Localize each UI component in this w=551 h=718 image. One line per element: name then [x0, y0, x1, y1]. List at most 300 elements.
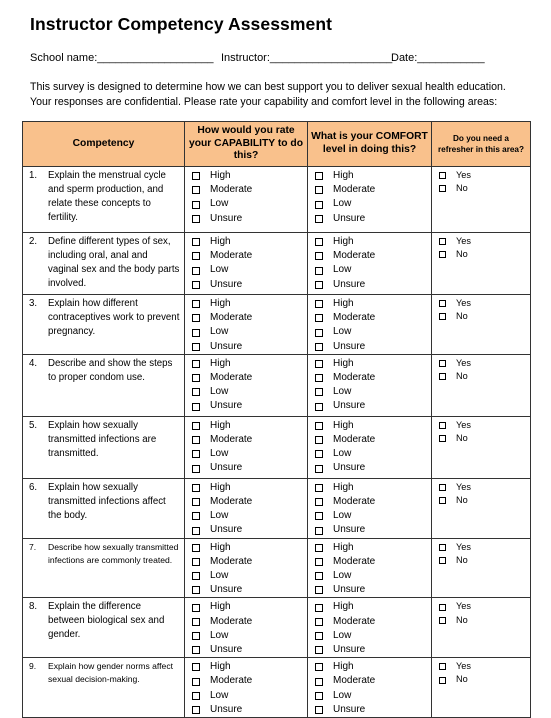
comfort-option-low[interactable]: [315, 263, 431, 277]
table-row: [23, 478, 531, 538]
checkbox-icon[interactable]: [192, 484, 200, 492]
competency-number: 2.: [29, 236, 38, 247]
option-label: No: [456, 495, 468, 506]
competency-text: Explain the menstrual cycle and sperm production, and relate these concepts to fertility.: [48, 170, 166, 223]
checkbox-icon[interactable]: [192, 618, 200, 626]
checkbox-icon[interactable]: [439, 360, 446, 367]
checkbox-icon[interactable]: [315, 586, 323, 594]
option-label: Low: [333, 264, 352, 276]
capability-option-moderate[interactable]: [192, 371, 307, 385]
checkbox-icon[interactable]: [192, 343, 200, 351]
comfort-cell: [308, 658, 432, 718]
checkbox-icon[interactable]: [192, 314, 200, 322]
checkbox-icon[interactable]: [439, 238, 446, 245]
capability-option-moderate[interactable]: [192, 183, 307, 197]
checkbox-icon[interactable]: [315, 422, 323, 430]
option-label: Unsure: [333, 644, 366, 656]
option-label: High: [210, 298, 231, 309]
comfort-option-high[interactable]: [315, 297, 431, 311]
option-label: Unsure: [333, 340, 366, 352]
capability-option-moderate[interactable]: [192, 674, 307, 688]
competency-cell: [23, 295, 185, 355]
option-label: Low: [333, 629, 352, 641]
checkbox-icon[interactable]: [315, 692, 323, 700]
checkbox-icon[interactable]: [315, 572, 323, 580]
checkbox-icon[interactable]: [439, 497, 446, 504]
option-label: High: [210, 541, 231, 553]
comfort-option-low[interactable]: [315, 325, 431, 339]
checkbox-icon[interactable]: [439, 544, 446, 551]
option-label: High: [333, 298, 354, 309]
comfort-option-moderate[interactable]: [315, 311, 431, 325]
option-label: Moderate: [333, 615, 376, 627]
header-refresher: Do you need a refresher in this area?: [432, 122, 531, 167]
capability-option-unsure[interactable]: [192, 278, 307, 292]
checkbox-icon[interactable]: [192, 544, 200, 552]
option-label: Low: [210, 198, 229, 210]
refresher-option-no[interactable]: [439, 248, 530, 261]
option-label: Moderate: [333, 555, 376, 567]
date-field[interactable]: Date:___________: [391, 52, 485, 64]
competency-cell: [23, 478, 185, 538]
option-label: No: [456, 311, 468, 322]
competency-text: Define different types of sex, including oral, anal and vaginal sex and the body parts involved.: [48, 236, 180, 289]
option-label: Low: [333, 510, 352, 522]
checkbox-icon[interactable]: [439, 663, 446, 670]
comfort-option-low[interactable]: [315, 689, 431, 703]
refresher-option-yes[interactable]: [439, 481, 530, 494]
comfort-option-high[interactable]: [315, 419, 431, 433]
capability-option-moderate[interactable]: [192, 311, 307, 325]
checkbox-icon[interactable]: [192, 252, 200, 260]
refresher-option-yes[interactable]: [439, 419, 530, 432]
checkbox-icon[interactable]: [315, 329, 323, 337]
intro-text: [30, 80, 530, 110]
checkbox-icon[interactable]: [192, 172, 200, 180]
capability-option-high[interactable]: [192, 541, 307, 555]
option-label: Moderate: [333, 312, 376, 324]
comfort-cell: [308, 478, 432, 538]
checkbox-icon[interactable]: [192, 604, 200, 612]
checkbox-icon[interactable]: [315, 527, 323, 535]
table-row: [23, 416, 531, 478]
option-label: Low: [210, 629, 229, 641]
competency-text: Describe and show the steps to proper condom use.: [48, 357, 173, 383]
header-capability: How would you rate your CAPABILITY to do this?: [185, 122, 308, 167]
option-label: Yes: [456, 357, 471, 368]
checkbox-icon[interactable]: [192, 450, 200, 458]
refresher-option-no[interactable]: [439, 182, 530, 195]
comfort-option-low[interactable]: [315, 569, 431, 583]
checkbox-icon[interactable]: [192, 186, 200, 194]
option-label: Low: [333, 570, 352, 582]
comfort-option-unsure[interactable]: [315, 340, 431, 354]
checkbox-icon[interactable]: [315, 388, 323, 396]
refresher-option-no[interactable]: [439, 370, 530, 383]
refresher-cell: [432, 167, 531, 233]
option-label: Low: [210, 448, 229, 460]
instructor-field[interactable]: Instructor:____________________: [221, 52, 393, 64]
option-label: Moderate: [333, 184, 376, 196]
checkbox-icon[interactable]: [192, 512, 200, 520]
checkbox-icon[interactable]: [315, 484, 323, 492]
comfort-option-unsure[interactable]: [315, 278, 431, 292]
refresher-option-no[interactable]: [439, 432, 530, 445]
option-label: High: [210, 661, 231, 673]
checkbox-icon[interactable]: [315, 618, 323, 626]
checkbox-icon[interactable]: [315, 267, 323, 275]
competency-text: Describe how sexually transmitted infections are commonly treated.: [48, 541, 179, 565]
competency-number: 5.: [29, 419, 38, 431]
comfort-option-high[interactable]: [315, 481, 431, 495]
comfort-option-high[interactable]: [315, 660, 431, 674]
refresher-option-yes[interactable]: [439, 357, 530, 370]
comfort-cell: [308, 598, 432, 658]
refresher-cell: [432, 233, 531, 295]
comfort-option-low[interactable]: [315, 197, 431, 211]
comfort-option-unsure[interactable]: [315, 523, 431, 537]
competency-cell: [23, 658, 185, 718]
checkbox-icon[interactable]: [315, 215, 323, 223]
capability-option-high[interactable]: [192, 600, 307, 614]
capability-option-moderate[interactable]: [192, 433, 307, 447]
option-label: No: [456, 249, 468, 260]
intro-line-2: Your responses are confidential. Please rate your capability and comfort level in the following areas:: [30, 96, 498, 108]
refresher-cell: [432, 295, 531, 355]
capability-option-low[interactable]: [192, 447, 307, 461]
checkbox-icon[interactable]: [192, 663, 200, 671]
comfort-option-low[interactable]: [315, 447, 431, 461]
checkbox-icon[interactable]: [192, 360, 200, 368]
checkbox-icon[interactable]: [192, 436, 200, 444]
option-label: Moderate: [333, 496, 376, 508]
option-label: High: [333, 661, 354, 673]
checkbox-icon[interactable]: [439, 185, 446, 192]
checkbox-icon[interactable]: [315, 300, 323, 308]
checkbox-icon[interactable]: [439, 484, 446, 491]
checkbox-icon[interactable]: [192, 267, 200, 275]
checkbox-icon[interactable]: [315, 201, 323, 209]
comfort-option-high[interactable]: [315, 541, 431, 555]
checkbox-icon[interactable]: [192, 527, 200, 535]
capability-option-moderate[interactable]: [192, 249, 307, 263]
comfort-option-moderate[interactable]: [315, 615, 431, 629]
comfort-option-moderate[interactable]: [315, 371, 431, 385]
option-label: Moderate: [210, 675, 253, 687]
option-label: No: [456, 614, 468, 625]
checkbox-icon[interactable]: [192, 465, 200, 473]
checkbox-icon[interactable]: [315, 544, 323, 552]
capability-option-low[interactable]: [192, 689, 307, 703]
option-label: Yes: [456, 170, 471, 180]
refresher-cell: [432, 598, 531, 658]
competency-text: Explain how different contraceptives work to prevent pregnancy.: [48, 298, 180, 337]
option-label: Low: [210, 386, 229, 398]
comfort-option-unsure[interactable]: [315, 212, 431, 226]
comfort-option-high[interactable]: [315, 357, 431, 371]
refresher-option-yes[interactable]: [439, 297, 530, 310]
refresher-option-no[interactable]: [439, 614, 530, 627]
checkbox-icon[interactable]: [439, 300, 446, 307]
capability-option-high[interactable]: [192, 235, 307, 249]
comfort-option-moderate[interactable]: [315, 433, 431, 447]
comfort-cell: [308, 295, 432, 355]
comfort-option-high[interactable]: [315, 169, 431, 183]
option-label: Unsure: [210, 278, 243, 290]
checkbox-icon[interactable]: [315, 706, 323, 714]
comfort-option-unsure[interactable]: [315, 703, 431, 717]
checkbox-icon[interactable]: [192, 215, 200, 223]
checkbox-icon[interactable]: [315, 172, 323, 180]
refresher-option-no[interactable]: [439, 673, 530, 686]
checkbox-icon[interactable]: [315, 238, 323, 246]
option-label: Yes: [456, 236, 471, 246]
option-label: Low: [210, 570, 229, 582]
option-label: Unsure: [333, 400, 366, 412]
refresher-option-no[interactable]: [439, 494, 530, 507]
checkbox-icon[interactable]: [439, 617, 446, 624]
checkbox-icon[interactable]: [439, 422, 446, 429]
comfort-cell: [308, 538, 432, 598]
checkbox-icon[interactable]: [192, 201, 200, 209]
checkbox-icon[interactable]: [192, 329, 200, 337]
option-label: Unsure: [333, 584, 366, 596]
competency-text: Explain the difference between biological sex and gender.: [48, 601, 165, 641]
option-label: High: [210, 236, 231, 247]
capability-option-high[interactable]: [192, 357, 307, 371]
option-label: Moderate: [210, 372, 253, 384]
checkbox-icon[interactable]: [192, 572, 200, 580]
school-name-field[interactable]: School name:___________________: [30, 52, 214, 64]
checkbox-icon[interactable]: [315, 343, 323, 351]
option-label: No: [456, 554, 468, 565]
option-label: No: [456, 371, 468, 382]
checkbox-icon[interactable]: [315, 252, 323, 260]
option-label: Yes: [456, 419, 471, 430]
option-label: Low: [210, 326, 229, 338]
comfort-option-moderate[interactable]: [315, 495, 431, 509]
refresher-cell: [432, 538, 531, 598]
capability-option-high[interactable]: [192, 481, 307, 495]
checkbox-icon[interactable]: [439, 313, 446, 320]
comfort-option-moderate[interactable]: [315, 555, 431, 569]
refresher-option-yes[interactable]: [439, 235, 530, 248]
checkbox-icon[interactable]: [439, 435, 446, 442]
header-comfort: What is your COMFORT level in doing this?: [308, 122, 432, 167]
option-label: Low: [333, 386, 352, 398]
option-label: Unsure: [210, 644, 243, 656]
option-label: High: [333, 601, 354, 613]
capability-option-low[interactable]: [192, 197, 307, 211]
checkbox-icon[interactable]: [315, 314, 323, 322]
capability-option-high[interactable]: [192, 297, 307, 311]
checkbox-icon[interactable]: [315, 632, 323, 640]
capability-option-moderate[interactable]: [192, 615, 307, 629]
checkbox-icon[interactable]: [192, 403, 200, 411]
competency-cell: [23, 598, 185, 658]
option-label: No: [456, 674, 468, 685]
capability-option-low[interactable]: [192, 385, 307, 399]
comfort-option-moderate[interactable]: [315, 249, 431, 263]
option-label: No: [456, 433, 468, 444]
capability-cell: [185, 478, 308, 538]
option-label: Unsure: [210, 524, 243, 536]
checkbox-icon[interactable]: [192, 281, 200, 289]
comfort-option-unsure[interactable]: [315, 643, 431, 657]
competency-text: Explain how gender norms affect sexual decision-making.: [48, 661, 173, 685]
checkbox-icon[interactable]: [315, 663, 323, 671]
refresher-option-no[interactable]: [439, 310, 530, 323]
comfort-option-high[interactable]: [315, 600, 431, 614]
checkbox-icon[interactable]: [315, 604, 323, 612]
checkbox-icon[interactable]: [439, 373, 446, 380]
comfort-cell: [308, 167, 432, 233]
competency-number: 6.: [29, 481, 38, 493]
option-label: Moderate: [210, 312, 253, 324]
assessment-table: [22, 121, 531, 718]
comfort-option-high[interactable]: [315, 235, 431, 249]
checkbox-icon[interactable]: [315, 403, 323, 411]
capability-option-low[interactable]: [192, 569, 307, 583]
checkbox-icon[interactable]: [439, 604, 446, 611]
capability-option-low[interactable]: [192, 325, 307, 339]
checkbox-icon[interactable]: [192, 586, 200, 594]
comfort-option-low[interactable]: [315, 629, 431, 643]
capability-option-unsure[interactable]: [192, 399, 307, 413]
comfort-option-moderate[interactable]: [315, 183, 431, 197]
checkbox-icon[interactable]: [315, 360, 323, 368]
option-label: No: [456, 183, 468, 194]
capability-option-low[interactable]: [192, 263, 307, 277]
capability-option-high[interactable]: [192, 660, 307, 674]
option-label: Unsure: [210, 212, 243, 224]
option-label: Unsure: [333, 212, 366, 224]
checkbox-icon[interactable]: [315, 498, 323, 506]
refresher-option-yes[interactable]: [439, 541, 530, 554]
checkbox-icon[interactable]: [192, 422, 200, 430]
checkbox-icon[interactable]: [192, 374, 200, 382]
capability-option-high[interactable]: [192, 419, 307, 433]
refresher-option-yes[interactable]: [439, 169, 530, 182]
checkbox-icon[interactable]: [192, 300, 200, 308]
capability-option-unsure[interactable]: [192, 523, 307, 537]
refresher-option-no[interactable]: [439, 554, 530, 567]
checkbox-icon[interactable]: [192, 498, 200, 506]
capability-cell: [185, 658, 308, 718]
option-label: Moderate: [333, 434, 376, 446]
option-label: High: [210, 170, 231, 181]
competency-cell: [23, 233, 185, 295]
capability-option-unsure[interactable]: [192, 703, 307, 717]
capability-option-low[interactable]: [192, 509, 307, 523]
comfort-option-unsure[interactable]: [315, 461, 431, 475]
checkbox-icon[interactable]: [315, 646, 323, 654]
table-row: [23, 538, 531, 598]
capability-option-unsure[interactable]: [192, 212, 307, 226]
option-label: Yes: [456, 481, 471, 492]
capability-cell: [185, 354, 308, 416]
checkbox-icon[interactable]: [315, 281, 323, 289]
option-label: Moderate: [333, 675, 376, 687]
option-label: High: [210, 601, 231, 613]
comfort-option-moderate[interactable]: [315, 674, 431, 688]
checkbox-icon[interactable]: [439, 172, 446, 179]
comfort-option-unsure[interactable]: [315, 399, 431, 413]
option-label: Unsure: [333, 462, 366, 474]
option-label: High: [333, 170, 354, 181]
table-header-row: [23, 122, 531, 167]
checkbox-icon[interactable]: [315, 465, 323, 473]
option-label: Moderate: [210, 184, 253, 196]
checkbox-icon[interactable]: [192, 678, 200, 686]
comfort-cell: [308, 233, 432, 295]
option-label: High: [333, 419, 354, 431]
option-label: Moderate: [210, 434, 253, 446]
checkbox-icon[interactable]: [192, 388, 200, 396]
option-label: Yes: [456, 601, 471, 612]
capability-option-moderate[interactable]: [192, 555, 307, 569]
table-row: [23, 658, 531, 718]
capability-option-unsure[interactable]: [192, 583, 307, 597]
option-label: Low: [210, 510, 229, 522]
refresher-cell: [432, 658, 531, 718]
option-label: Moderate: [210, 615, 253, 627]
checkbox-icon[interactable]: [439, 557, 446, 564]
checkbox-icon[interactable]: [192, 558, 200, 566]
competency-number: 1.: [29, 170, 38, 181]
capability-option-high[interactable]: [192, 169, 307, 183]
comfort-option-low[interactable]: [315, 385, 431, 399]
table-row: [23, 598, 531, 658]
option-label: Moderate: [210, 496, 253, 508]
refresher-option-yes[interactable]: [439, 660, 530, 673]
capability-option-moderate[interactable]: [192, 495, 307, 509]
checkbox-icon[interactable]: [315, 436, 323, 444]
checkbox-icon[interactable]: [315, 512, 323, 520]
header-competency: Competency: [23, 122, 185, 167]
checkbox-icon[interactable]: [192, 632, 200, 640]
option-label: Yes: [456, 298, 471, 308]
capability-option-unsure[interactable]: [192, 461, 307, 475]
option-label: High: [210, 419, 231, 431]
option-label: Low: [333, 689, 352, 701]
table-row: [23, 167, 531, 233]
checkbox-icon[interactable]: [439, 251, 446, 258]
competency-cell: [23, 538, 185, 598]
refresher-option-yes[interactable]: [439, 600, 530, 613]
comfort-option-low[interactable]: [315, 509, 431, 523]
checkbox-icon[interactable]: [192, 692, 200, 700]
checkbox-icon[interactable]: [192, 706, 200, 714]
checkbox-icon[interactable]: [192, 238, 200, 246]
capability-option-unsure[interactable]: [192, 643, 307, 657]
competency-number: 9.: [29, 661, 37, 672]
checkbox-icon[interactable]: [315, 186, 323, 194]
checkbox-icon[interactable]: [315, 450, 323, 458]
checkbox-icon[interactable]: [315, 678, 323, 686]
capability-option-unsure[interactable]: [192, 340, 307, 354]
capability-option-low[interactable]: [192, 629, 307, 643]
comfort-cell: [308, 416, 432, 478]
checkbox-icon[interactable]: [315, 374, 323, 382]
refresher-cell: [432, 416, 531, 478]
comfort-option-unsure[interactable]: [315, 583, 431, 597]
capability-cell: [185, 598, 308, 658]
checkbox-icon[interactable]: [315, 558, 323, 566]
checkbox-icon[interactable]: [192, 646, 200, 654]
checkbox-icon[interactable]: [439, 677, 446, 684]
assessment-rows: [23, 167, 531, 718]
